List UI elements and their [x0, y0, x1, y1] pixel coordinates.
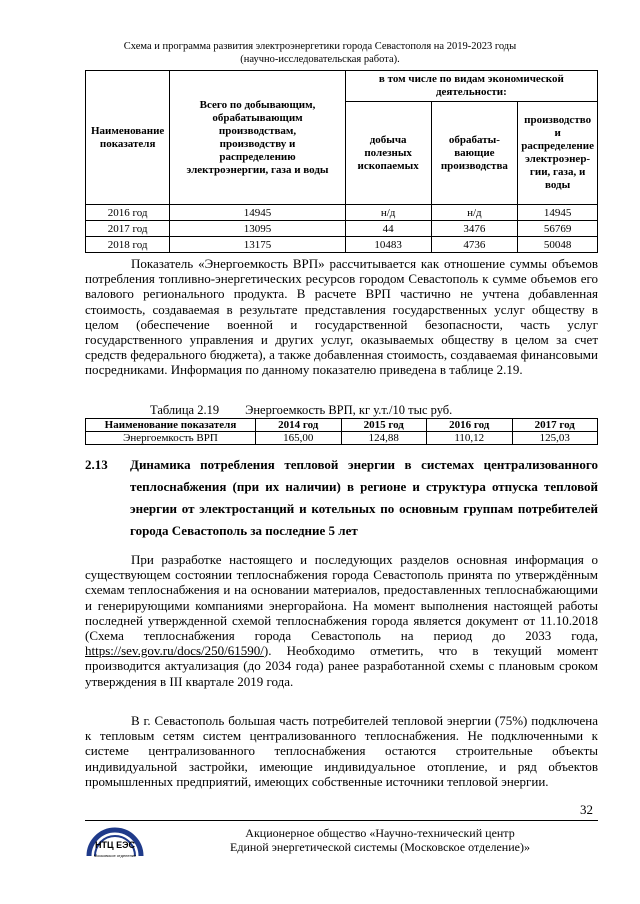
year-cell: 2016 год	[86, 205, 170, 221]
col-2015-header: 2015 год	[341, 419, 427, 432]
value-2014-cell: 165,00	[256, 432, 342, 445]
value-2017-cell: 125,03	[512, 432, 598, 445]
manufacturing-cell: 3476	[431, 221, 518, 237]
mining-cell: 10483	[345, 237, 431, 253]
year-cell: 2017 год	[86, 221, 170, 237]
production-cell: 50048	[518, 237, 598, 253]
manufacturing-cell: н/д	[431, 205, 518, 221]
caption-number: Таблица 2.19	[150, 403, 220, 417]
footer-line-1: Акционерное общество «Научно-технический центр	[245, 826, 515, 840]
total-cell: 13095	[170, 221, 345, 237]
col-2014-header: 2014 год	[256, 419, 342, 432]
header-line-1: Схема и программа развития электроэнергетики города Севастополя на 2019-2023 годы	[123, 41, 517, 52]
table-row	[86, 237, 598, 253]
section-number: 2.13	[85, 457, 108, 472]
col-production-header: производство и распределение электроэнер-гии, газа, и воды	[518, 102, 598, 205]
paragraph-heat-supply	[85, 552, 598, 689]
manufacturing-cell: 4736	[431, 237, 518, 253]
footer-line-2: Единой энергетической системы (Московское отделение)»	[230, 840, 530, 854]
paragraph-energy-intensity: Показатель «Энергоемкость ВРП» рассчитывается как отношение суммы объемов потребления топливно-энергетических ресурсов городом Севастополь к сумме объемов его валового регионального продукта. В расчете ВРП частично не учтена добавленная стоимость, создаваемая в результате представления государственных услуг обществу в целом (обеспечение военной и государственной безопасности, часть услуг государственного управления и других услуг, оказываемых обществу в целом за счет средств федерального бюджета), а также добавленная стоимость, создаваемая финансовыми посредниками. Информация по данному показателю приведена в таблице 2.19.	[85, 256, 598, 378]
paragraph-consumers: В г. Севастополь большая часть потребителей тепловой энергии (75%) подключена к тепловым сетям систем централизованного теплоснабжения. Не подключенными к системе централизованного теплоснабжения остаются строительные объекты индивидуальной застройки, имеющие индивидуальное отопление, и ряд объектов промышленных предприятий, имеющих собственные источники тепловой энергии.	[85, 713, 598, 789]
section-heading	[85, 454, 598, 542]
production-cell: 14945	[518, 205, 598, 221]
year-cell: 2018 год	[86, 237, 170, 253]
value-2016-cell: 110,12	[427, 432, 513, 445]
table-row	[86, 221, 598, 237]
section-title: Динамика потребления тепловой энергии в системах централизованного теплоснабжения (при их наличии) в регионе и структура отпуска тепловой энергии от электростанций и котельных по основным группам потребителей города Севастополь за последние 5 лет	[130, 457, 598, 538]
mining-cell: н/д	[345, 205, 431, 221]
table-2-19-caption	[150, 403, 452, 418]
energy-consumption-table	[85, 70, 598, 253]
logo-subtext: Московское отделение	[93, 853, 137, 858]
caption-text: Энергоемкость ВРП, кг у.т./10 тыс руб.	[245, 403, 453, 417]
col-total-header: Всего по добывающим, обрабатывающим производствам, производству и распределению электроэнергии, газа и воды	[170, 71, 345, 205]
mining-cell: 44	[345, 221, 431, 237]
header-line-2: (научно-исследовательская работа).	[240, 54, 400, 65]
production-cell: 56769	[518, 221, 598, 237]
col-mining-header: добыча полезных ископаемых	[345, 102, 431, 205]
company-logo-icon	[85, 826, 145, 874]
footer-divider	[85, 820, 598, 821]
scheme-link[interactable]: https://sev.gov.ru/docs/250/61590/	[85, 643, 264, 659]
col-manufacturing-header: обрабаты-вающие производства	[431, 102, 518, 205]
energy-intensity-table	[85, 418, 598, 445]
total-cell: 13175	[170, 237, 345, 253]
paragraph-heat-supply-tail: ). Необходимо отметить, что в текущий момент производится актуализация (до 2034 года) ранее разработанной схемы с плановым сроком утверждения в III квартале 2019 года.	[85, 643, 598, 689]
page-header	[0, 40, 640, 66]
col-2016-header: 2016 год	[427, 419, 513, 432]
col-group-header: в том числе по видам экономической деятельности:	[345, 71, 597, 102]
table-row	[86, 205, 598, 221]
paragraph-heat-supply-text: При разработке настоящего и последующих разделов основная информация о существующем состоянии теплоснабжения города Севастополь принята по утверждённым схемам теплоснабжения и на основании материалов, предоставленных теплоснабжающими и генерирующими компаниями энергорайона. На момент выполнения настоящей работы последней утвержденной схемой теплоснабжения города является документ от 11.10.2018 (Схема теплоснабжения города Севастополь на период до 2033 года,	[85, 552, 598, 644]
col-indicator-header: Наименование показателя	[86, 419, 256, 432]
total-cell: 14945	[170, 205, 345, 221]
table-row	[86, 432, 598, 445]
indicator-cell: Энергоемкость ВРП	[86, 432, 256, 445]
value-2015-cell: 124,88	[341, 432, 427, 445]
col-name-header: Наименование показателя	[86, 71, 170, 205]
page-footer	[150, 826, 610, 854]
col-2017-header: 2017 год	[512, 419, 598, 432]
page-number: 32	[580, 802, 593, 817]
logo-text: НТЦ ЕЭС	[95, 840, 135, 850]
